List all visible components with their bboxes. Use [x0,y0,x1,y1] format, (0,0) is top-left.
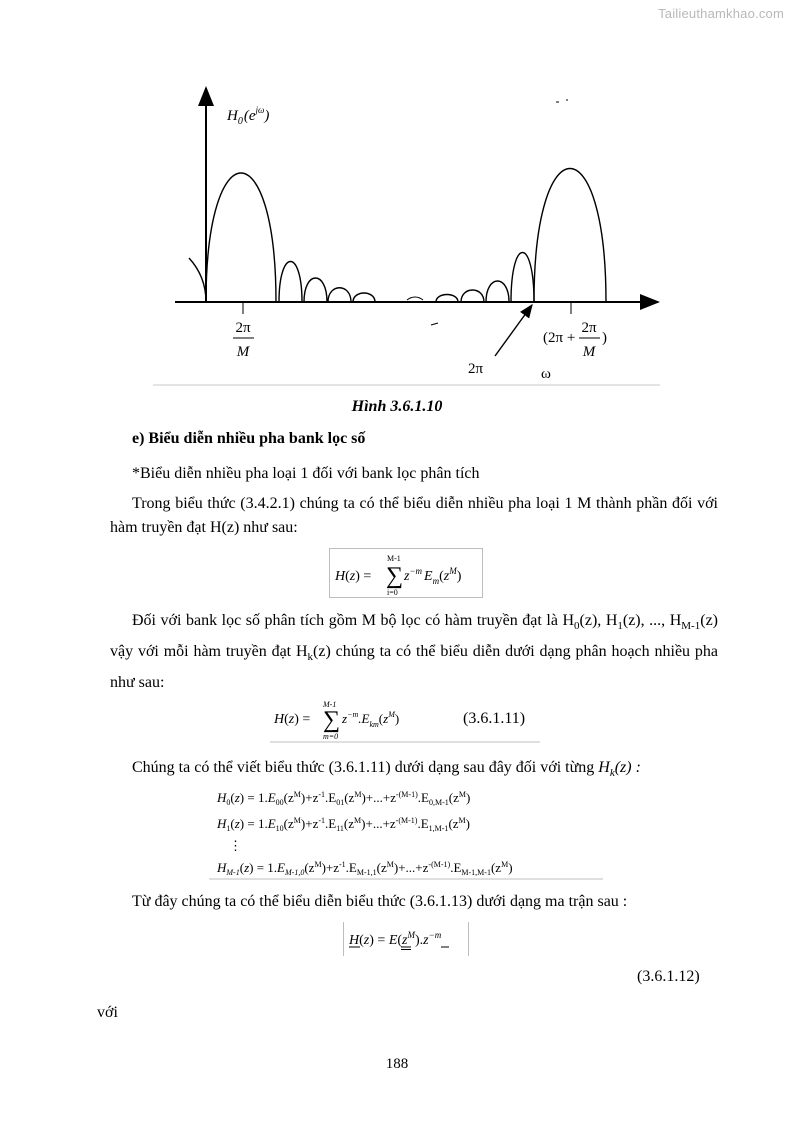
paragraph-4: Từ đây chúng ta có thể biểu diễn biểu thức (3.6.1.13) dưới dạng ma trận sau : [132,893,628,910]
side-lobe [304,278,327,302]
tick-label-numerator: 2π [235,320,251,336]
svg-text:H(z) = E(zM).z−m: $H(z) = E(z^M).z^{-m}$ [349,930,442,948]
equation-box-1 [329,548,483,598]
svg-text:z−mEm(zM): $z^{-m}$ $E_m(z^M)$ [404,566,462,586]
arrow-2pi [495,305,532,356]
label-2pi: 2π [468,361,484,377]
main-lobe [206,173,276,302]
equation-3-6-1-11 [262,696,544,744]
tick2-label-left: (2π + [543,330,576,346]
tick2-label-denominator: M [582,344,596,360]
svg-text:∑: ∑ [323,707,341,733]
side-lobe [486,281,509,302]
side-lobe [279,262,302,303]
sum-lower: i=0 [387,588,398,597]
watermark: Tailieuthamkhao.com [658,6,784,21]
section-heading: e) Biểu diễn nhiều pha bank lọc số [132,430,366,447]
paragraph-2: Đối với bank lọc số phân tích gồm M bộ lọc có hàm truyền đạt là $H_0(z)$, $H_1(z)$, ..., $H_{M-1}(z)$ vậy với mỗi hàm truyền đạt $H_k(z)$ chúng ta có thể biểu diễn dưới dạng phân hoạch nhiều pha như sau: [110,612,719,692]
matrix-equation [343,922,469,956]
left-partial-lobe [189,258,206,302]
y-axis-label: $H_0(e^{j\omega})$ [227,105,270,127]
equation-number-2: (3.6.1.12) [637,968,700,985]
sum-lower: m=0 [323,732,339,741]
tick2-label-right: ) [602,330,607,346]
svg-text:∑: ∑ [386,563,404,589]
main-lobe-repeat [534,169,606,303]
subheading: *Biểu diễn nhiều pha loại 1 đối với bank lọc phân tích [132,465,480,482]
paragraph-1: Trong biểu thức (3.4.2.1) chúng ta có thể biểu diễn nhiều pha loại 1 M thành phần đối với hàm truyền đạt H(z) như sau: [110,495,718,536]
paragraph-3: Chúng ta có thể viết biểu thức (3.6.1.11) dưới dạng sau đây đối với từng $H_k(z)$ : [132,759,641,780]
tick2-label-numerator: 2π [581,320,597,336]
side-lobe [328,288,351,302]
svg-text:z−m.Ekm(zM): $z^{-m}.E_{km}(z^M)$ [342,710,400,729]
closing-word: với [97,1004,118,1021]
sum-upper: M-1 [323,700,337,709]
svg-text:H(z) =: H(z) = [274,712,311,727]
tick-label-denominator: M [236,344,250,360]
side-lobe [353,293,375,302]
equation-number: (3.6.1.11) [463,710,526,727]
vertical-dots: ⋮ [229,838,242,853]
svg-text:H0(z) = 1.E00(zM)+z-1.E01(zM)+: $H_0(z) = 1.E_{00}(z^M)+z^{-1}.E_{01}(z^M)+...+z^{-(M-1)}.E_{0,M-1}(z^M)$ [217,790,471,807]
label-omega: ω [541,366,551,382]
side-lobe [461,290,484,302]
figure-caption: Hình 3.6.1.10 [351,398,443,415]
svg-text:H1(z) = 1.E10(zM)+z-1.E11(zM)+: $H_1(z) = 1.E_{10}(z^M)+z^{-1}.E_{11}(z^M)+...+z^{-(M-1)}.E_{1,M-1}(z^M)$ [217,816,471,833]
side-lobe [436,295,458,303]
svg-text:H(z) =: H(z) = [335,569,372,584]
sum-upper: M-1 [387,554,401,563]
side-lobe [511,253,534,303]
svg-text:HM-1(z) = 1.EM-1,0(zM)+z-1.EM-: $H_{M-1}(z) = 1.E_{M-1,0}(z^M)+z^{-1}.E_{M-1,1}(z^M)+...+z^{-(M-1)}.E_{M-1,M-1}(z^M)$ [217,860,513,877]
page-number: 188 [385,1056,409,1072]
equation-system [205,784,607,882]
side-lobe [407,297,423,300]
frequency-response-figure [0,0,794,395]
